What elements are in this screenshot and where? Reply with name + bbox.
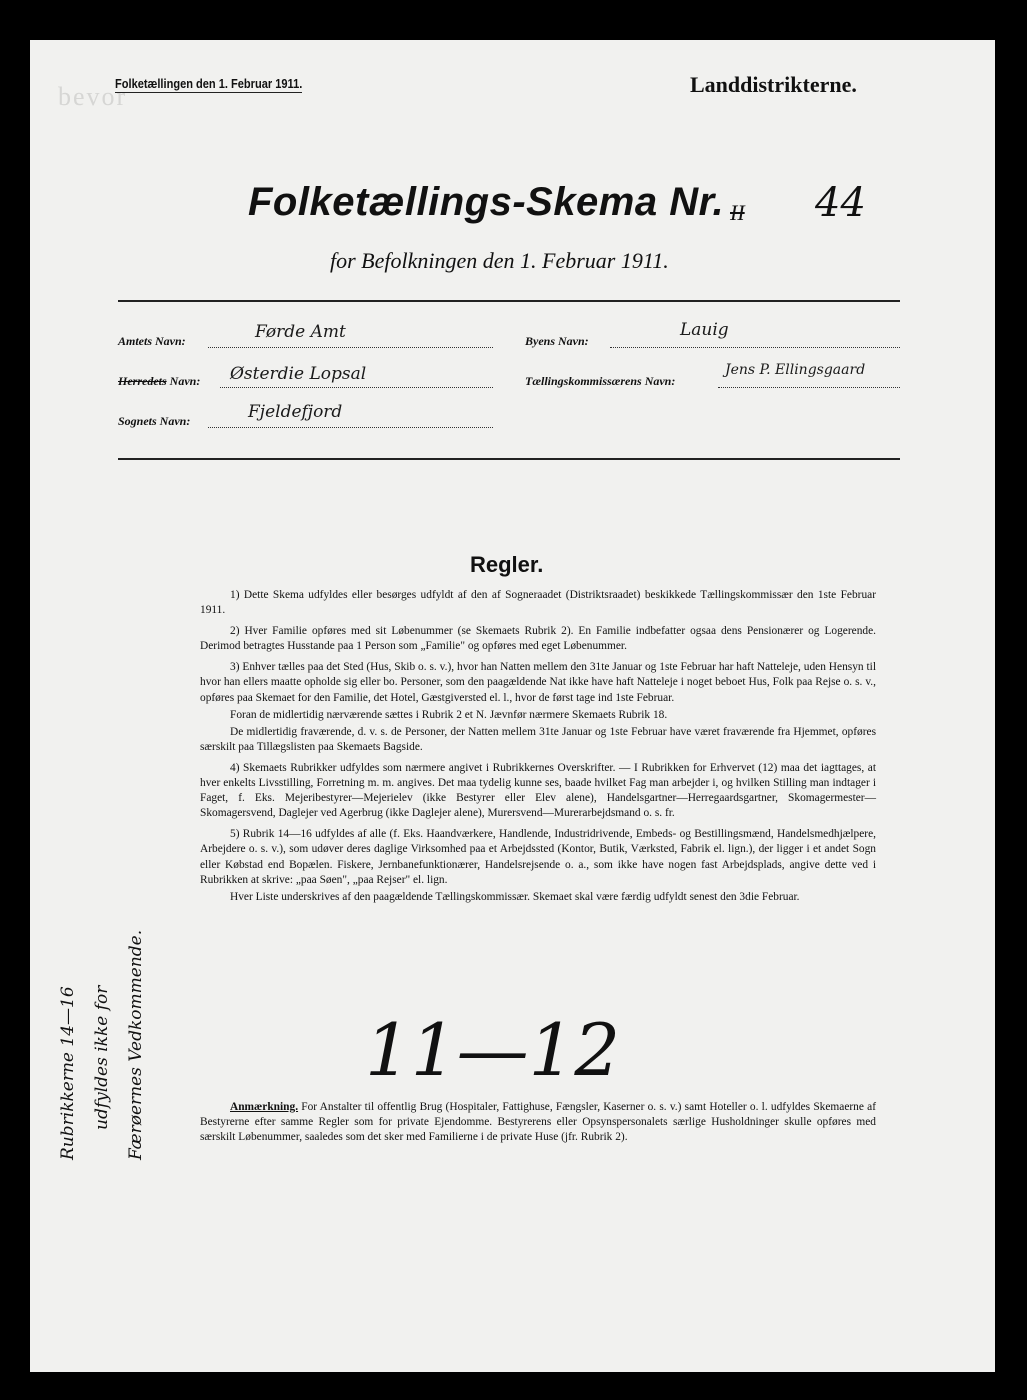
- rule-2: 2) Hver Familie opføres med sit Løbenummer (se Skemaets Rubrik 2). En Familie indbefatter ogsaa dens Pensionærer og Logerende. Derimod betragtes Husstande paa 1 Person som „Familie" og opføres med eget Løbenummer.: [200, 625, 876, 653]
- rule-3: 3) Enhver tælles paa det Sted (Hus, Skib o. s. v.), hvor han Natten mellem den 31te Januar og 1ste Februar har haft Natteleje, uden Hensyn til hvor han ellers maatte opholde sig eller bo. Personer, som den paagældende Nat ikke have haft Natteleje i noget beboet Hus, Folk paa Rejse o. s. v., opføres paa Skemaet for den Familie, det Hotel, Gæstgiversted el. l., hvor de først tage ind 1ste Februar.: [200, 661, 876, 704]
- rule-3-absent: De midlertidig fraværende, d. v. s. de Personer, der Natten mellem 31te Januar og 1ste Februar have været fraværende fra Hjemmet, opføres særskilt paa Tillægslisten paa Skemaets Bagside.: [200, 725, 876, 753]
- kommissaer-label: Tællingskommissærens Navn:: [525, 374, 676, 388]
- faint-stamp: bevor: [58, 82, 128, 111]
- handwritten-range: 11—12: [365, 1008, 621, 1092]
- note-text: For Anstalter til offentlig Brug (Hospitaler, Fattighuse, Fængsler, Kaserner o. s. v.) samt Hoteller o. l. udfyldes Skemaerne af Bestyrerne efter samme Regler som for private Ejendomme. Bestyrerens eller Opsynspersonalets særlige Husholdninger skulle opføres med særskilt Løbenummer, saaledes som det sker med Familierne i de private Huse (jfr. Rubrik 2).: [200, 1101, 876, 1144]
- sogn-label: Sognets Navn:: [118, 414, 191, 428]
- amt-value: Førde Amt: [255, 322, 346, 342]
- amt-dotted-line: [208, 347, 493, 348]
- rule-5-signature: Hver Liste underskrives af den paagældende Tællingskommissær. Skemaet skal være færdig udfyldt senest den 3die Februar.: [230, 890, 800, 903]
- census-form-page: [30, 40, 995, 1372]
- sogn-value: Fjeldefjord: [248, 402, 343, 422]
- by-dotted-line: [610, 347, 900, 348]
- form-title: Folketællings-Skema Nr.: [248, 180, 725, 224]
- rules-body: [200, 588, 876, 911]
- margin-note-line-3: Færøernes Vedkommende.: [126, 929, 146, 1160]
- kommissaer-value: Jens P. Ellingsgaard: [725, 362, 866, 378]
- form-subtitle: for Befolkningen den 1. Februar 1911.: [330, 248, 669, 273]
- struck-form-number: II: [730, 200, 745, 225]
- rules-heading: Regler.: [470, 552, 544, 577]
- amt-label: Amtets Navn:: [118, 334, 186, 348]
- note-label: Anmærkning.: [230, 1101, 299, 1113]
- rule-5: 5) Rubrik 14—16 udfyldes af alle (f. Eks. Haandværkere, Handlende, Industridrivende, Embeds- og Bestillingsmænd, Handelsmedhjælpere, Arbejdere o. s. v.), som udøver deres daglige Virksomhed paa et Arbejdssted (Kontor, Butik, Værksted, Fabrik el. lign.), der ligger i et andet Sogn eller Købstad end Bopælen. Fiskere, Jernbanefunktionærer, Handelsrejsende o. a., som ikke have nogen fast Arbejdsplads, angive dette ved i Rubrikken at skrive: „paa Søen", „paa Rejser" el. lign.: [200, 828, 876, 886]
- note-paragraph: [200, 1100, 876, 1145]
- rule-1: 1) Dette Skema udfyldes eller besørges udfyldt af den af Sogneraadet (Distriktsraadet) beskikkede Tællingskommissær den 1ste Februar 1911.: [200, 589, 876, 617]
- by-label: Byens Navn:: [525, 334, 589, 348]
- sogn-dotted-line: [208, 427, 493, 428]
- fields-divider: [118, 458, 900, 460]
- herred-value: Østerdie Lopsal: [230, 364, 367, 384]
- rule-4: 4) Skemaets Rubrikker udfyldes som nærmere angivet i Rubrikkernes Overskrifter. — I Rubrikken for Erhvervet (12) maa det iagttages, at hver enkelts Livsstilling, Forretning m. m. angives. Det maa tydelig kunne ses, baade hvilket Fag man arbejder i, og hvilken Stilling man indtager i Faget, f. Eks. Mejeribestyrer—Mejerielev (ikke Bestyrer eller Elev alene), Handelsgartner—Herregaardsgartner, Skomagermester—Skomagersvend, Daglejer ved Agerbrug (ikke Daglejer alene), Murersvend—Murerarbejdsmand o. s. fr.: [200, 761, 876, 820]
- header-census-date: Folketællingen den 1. Februar 1911.: [115, 76, 303, 91]
- rule-3-present: Foran de midlertidig nærværende sættes i Rubrik 2 et N. Jævnfør nærmere Skemaets Rubrik 18.: [230, 708, 668, 721]
- margin-note-line-1: Rubrikkerne 14—16: [58, 986, 78, 1160]
- header-district-type: Landdistrikterne.: [690, 72, 857, 97]
- kommissaer-dotted-line: [718, 387, 900, 388]
- herred-dotted-line: [220, 387, 493, 388]
- top-divider: [118, 300, 900, 302]
- by-value: Lauig: [680, 320, 729, 340]
- margin-note-line-2: udfyldes ikke for: [92, 985, 112, 1130]
- herred-label: Herredets Navn:: [118, 374, 201, 388]
- handwritten-form-number: 44: [815, 180, 866, 226]
